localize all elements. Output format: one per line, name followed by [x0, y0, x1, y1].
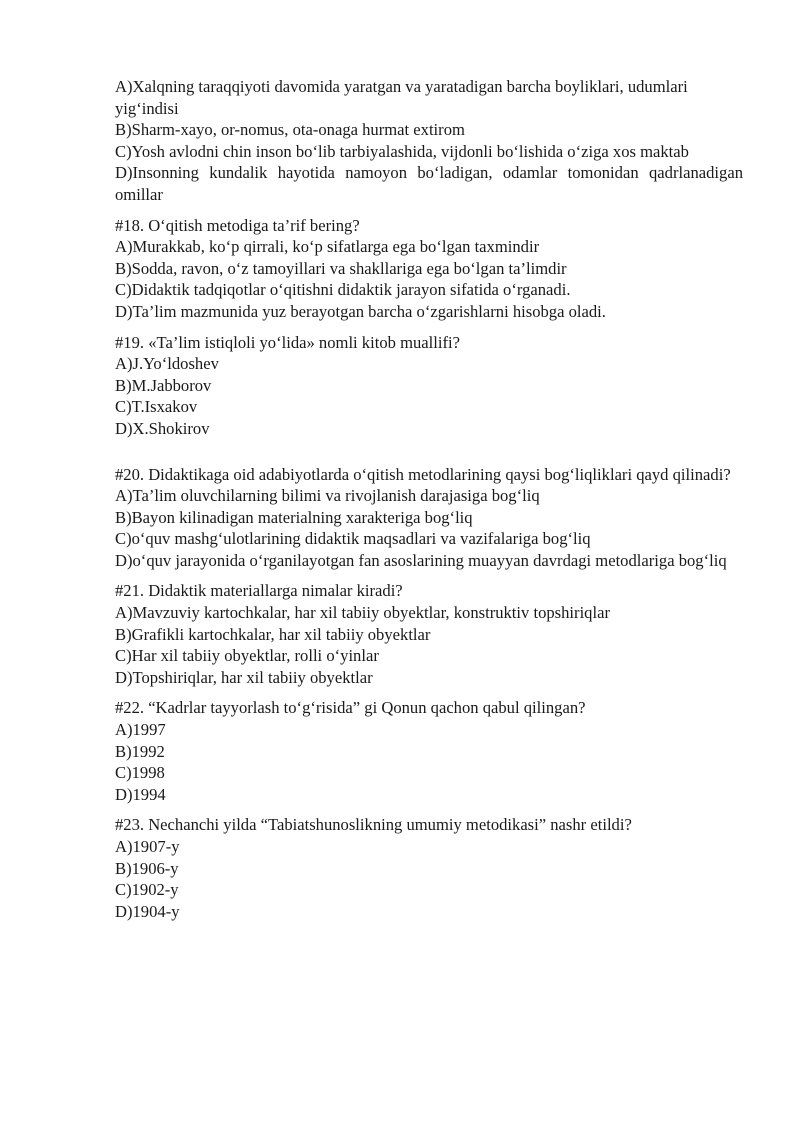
question-20-option-d: D)o‘quv jarayonida o‘rganilayotgan fan asoslarining muayyan davrdagi metodlariga bog‘liq [115, 550, 727, 570]
question-20-option-b: B)Bayon kilinadigan materialning xarakteriga bog‘liq [115, 507, 473, 527]
question-23-option-b: B)1906-y [115, 858, 179, 878]
question-18-option-d: D)Ta’lim mazmunida yuz berayotgan barcha o‘zgarishlarni hisobga oladi. [115, 301, 606, 321]
question-19-option-c: C)T.Isxakov [115, 397, 198, 417]
question-17-option-d: D)Insonning kundalik hayotida namoyon bo‘ladigan, odamlar tomonidan qadrlanadigan omillar [115, 163, 743, 204]
question-21-option-b: B)Grafikli kartochkalar, har xil tabiiy obyektlar [115, 624, 431, 644]
question-19-option-d: D)X.Shokirov [115, 418, 210, 438]
question-17-option-c: C)Yosh avlodni chin inson bo‘lib tarbiyalashida, vijdonli bo‘lishida o‘ziga xos maktab [115, 141, 689, 161]
question-18-text: #18. O‘qitish metodiga ta’rif bering? [115, 215, 360, 235]
question-23-block [115, 814, 743, 922]
question-22-option-a: A)1997 [115, 720, 166, 740]
question-17-option-b: B)Sharm-xayo, or-nomus, ota-onaga hurmat extirom [115, 120, 465, 140]
question-19-block [115, 332, 743, 440]
question-18-option-c: C)Didaktik tadqiqotlar o‘qitishni didaktik jarayon sifatida o‘rganadi. [115, 280, 571, 300]
question-20-option-a: A)Ta’lim oluvchilarning bilimi va rivojlanish darajasiga bog‘liq [115, 486, 540, 506]
question-18-block [115, 215, 743, 323]
question-21-option-c: C)Har xil tabiiy obyektlar, rolli o‘yinlar [115, 646, 379, 666]
question-21-text: #21. Didaktik materiallarga nimalar kiradi? [115, 581, 403, 601]
question-17-block [115, 76, 743, 206]
question-23-text: #23. Nechanchi yilda “Tabiatshunoslikning umumiy metodikasi” nashr etildi? [115, 815, 632, 835]
question-22-option-c: C)1998 [115, 763, 165, 783]
question-21-option-d: D)Topshiriqlar, har xil tabiiy obyektlar [115, 667, 373, 687]
question-21-block [115, 580, 743, 688]
question-22-option-d: D)1994 [115, 784, 166, 804]
question-22-option-b: B)1992 [115, 741, 165, 761]
question-23-option-a: A)1907-y [115, 837, 180, 856]
question-18-option-a: A)Murakkab, ko‘p qirrali, ko‘p sifatlarga ega bo‘lgan taxmindir [115, 237, 540, 257]
question-19-option-a: A)J.Yo‘ldoshev [115, 354, 219, 374]
question-19-option-b: B)M.Jabborov [115, 375, 212, 395]
question-18-option-b: B)Sodda, ravon, o‘z tamoyillari va shakllariga ega bo‘lgan ta’limdir [115, 258, 567, 278]
question-21-option-a: A)Mavzuviy kartochkalar, har xil tabiiy obyektlar, konstruktiv topshiriqlar [115, 603, 610, 623]
question-20-text: #20. Didaktikaga oid adabiyotlarda o‘qitish metodlarining qaysi bog‘liqliklari qayd qilinadi? [115, 464, 731, 484]
question-23-option-d: D)1904-y [115, 901, 180, 921]
question-22-text: #22. “Kadrlar tayyorlash to‘g‘risida” gi Qonun qachon qabul qilingan? [115, 698, 586, 718]
question-22-block [115, 697, 743, 805]
question-20-block [115, 464, 743, 572]
question-19-text: #19. «Ta’lim istiqloli yo‘lida» nomli kitob muallifi? [115, 332, 460, 352]
question-20-option-c: C)o‘quv mashg‘ulotlarining didaktik maqsadlari va vazifalariga bog‘liq [115, 529, 591, 549]
question-17-option-a: A)Xalqning taraqqiyoti davomida yaratgan va yaratadigan barcha boyliklari, udumlari yig‘indisi [115, 77, 688, 118]
question-23-option-c: C)1902-y [115, 880, 179, 900]
